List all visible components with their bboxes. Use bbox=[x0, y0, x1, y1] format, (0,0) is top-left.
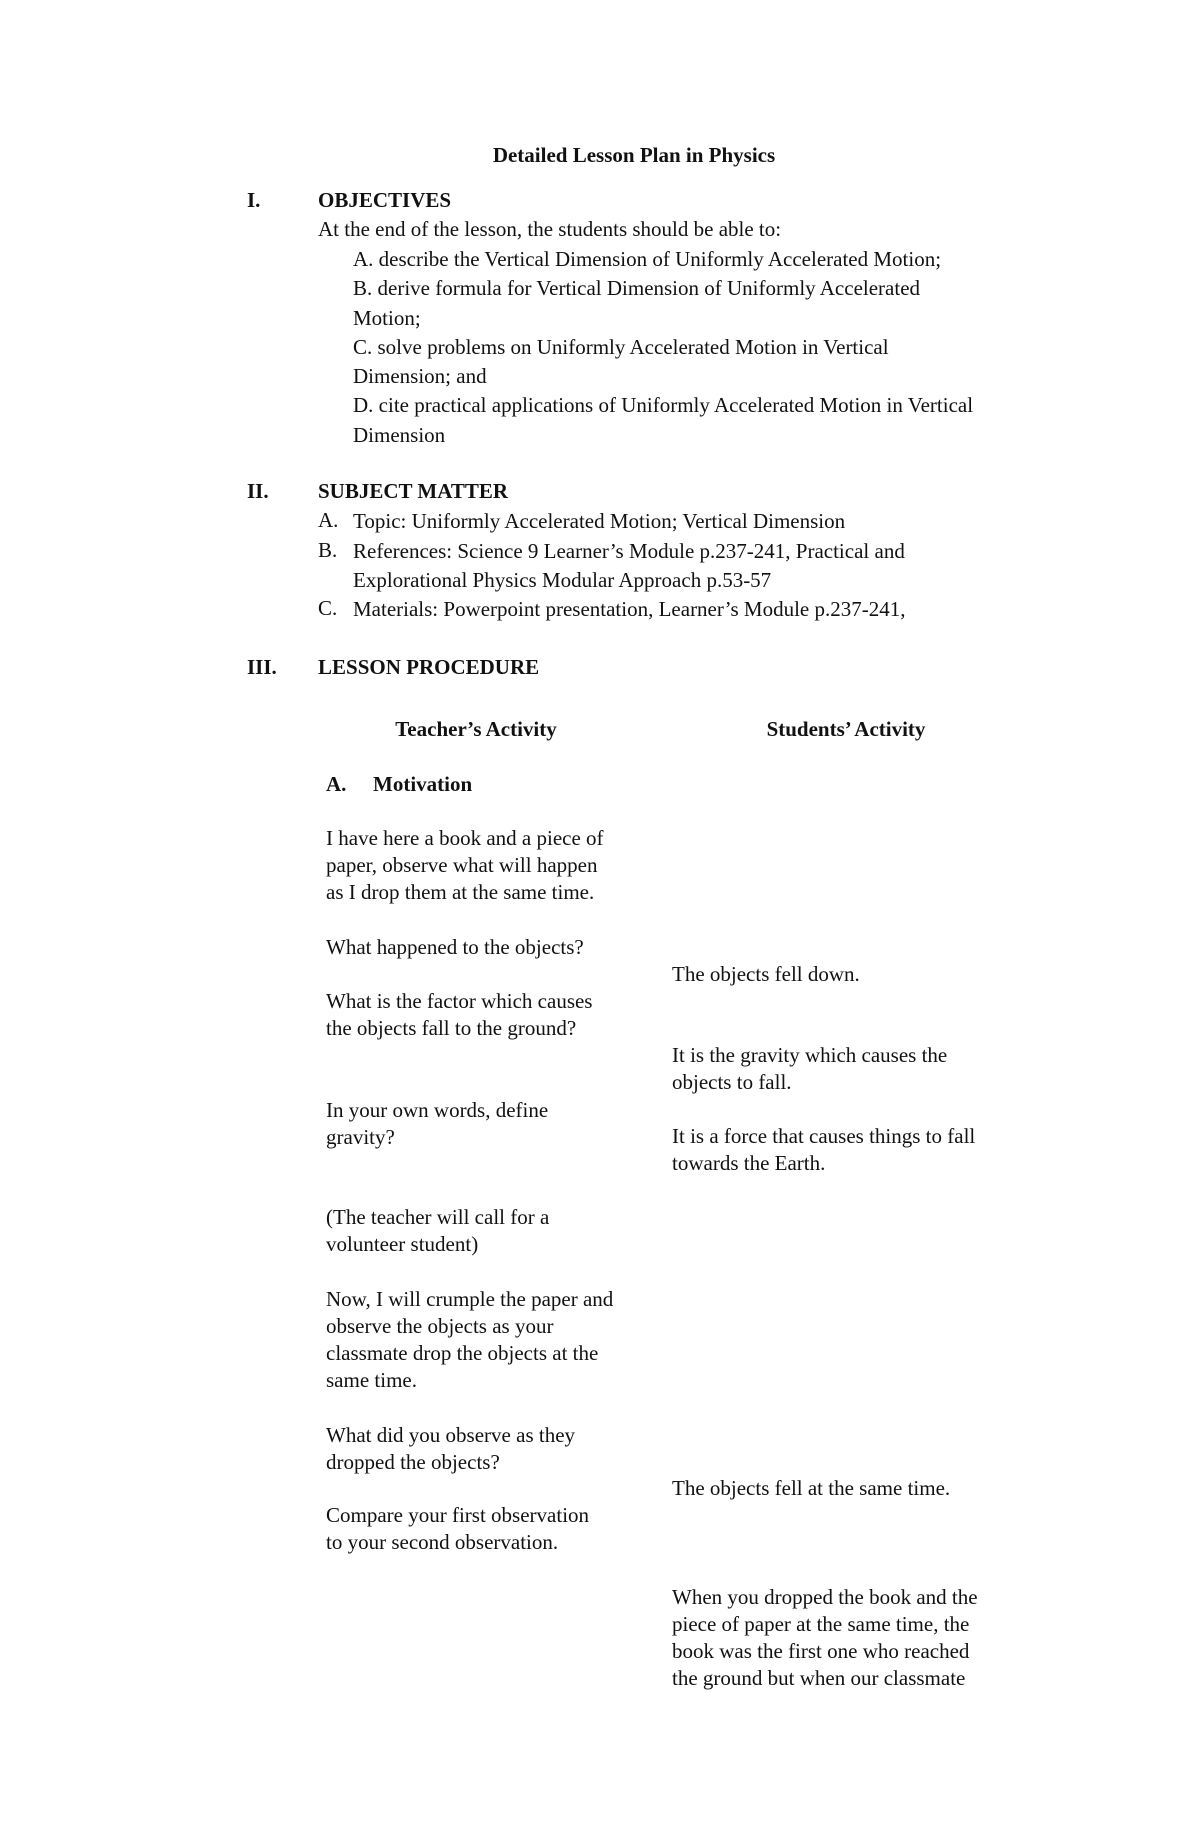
student-paragraph bbox=[672, 1584, 978, 1692]
student-paragraph bbox=[672, 1475, 950, 1502]
student-line: The objects fell at the same time. bbox=[672, 1476, 951, 1500]
student-line: The objects fell down. bbox=[672, 962, 860, 986]
student-line: the ground but when our classmate bbox=[672, 1666, 966, 1690]
teacher-paragraph bbox=[326, 934, 584, 961]
objective-line: Motion; bbox=[353, 305, 421, 330]
teacher-line: What did you observe as they bbox=[326, 1423, 576, 1447]
objective-line: C. solve problems on Uniformly Accelerated Motion in Vertical bbox=[353, 334, 889, 359]
item-letter: C. bbox=[318, 596, 338, 620]
subject-matter-numeral: II. bbox=[247, 479, 269, 503]
teacher-line: Now, I will crumple the paper and bbox=[326, 1287, 614, 1311]
objective-line: Dimension bbox=[353, 422, 446, 447]
teacher-line: as I drop them at the same time. bbox=[326, 880, 595, 904]
subject-line: References: Science 9 Learner’s Module p.237-241, Practical and bbox=[353, 539, 905, 563]
teacher-line: (The teacher will call for a bbox=[326, 1205, 550, 1229]
objectives-numeral: I. bbox=[247, 188, 261, 212]
objective-line: Dimension; and bbox=[353, 364, 487, 389]
objectives-heading: OBJECTIVES bbox=[318, 188, 452, 212]
teacher-line: same time. bbox=[326, 1368, 417, 1392]
teacher-line: Compare your first observation bbox=[326, 1503, 590, 1527]
teacher-line: In your own words, define bbox=[326, 1098, 549, 1122]
teacher-paragraph bbox=[326, 825, 604, 906]
section-title-motivation: Motivation bbox=[373, 772, 473, 796]
teacher-line: What happened to the objects? bbox=[326, 935, 584, 959]
teacher-paragraph bbox=[326, 1204, 549, 1258]
student-line: When you dropped the book and the bbox=[672, 1585, 978, 1609]
objective-line: A. describe the Vertical Dimension of Uniformly Accelerated Motion; bbox=[353, 247, 942, 271]
subject-line: Topic: Uniformly Accelerated Motion; Vertical Dimension bbox=[353, 509, 846, 533]
student-line: piece of paper at the same time, the bbox=[672, 1612, 970, 1636]
student-line: It is a force that causes things to fall bbox=[672, 1124, 976, 1148]
student-line: It is the gravity which causes the bbox=[672, 1043, 948, 1067]
subject-matter-heading: SUBJECT MATTER bbox=[318, 479, 509, 503]
student-paragraph bbox=[672, 1123, 975, 1177]
objective-line: D. cite practical applications of Uniformly Accelerated Motion in Vertical bbox=[353, 393, 974, 418]
teacher-line: to your second observation. bbox=[326, 1530, 559, 1554]
teacher-line: I have here a book and a piece of bbox=[326, 826, 604, 850]
page-title: Detailed Lesson Plan in Physics bbox=[492, 143, 776, 167]
teacher-line: paper, observe what will happen bbox=[326, 853, 598, 877]
teacher-line: volunteer student) bbox=[326, 1232, 479, 1256]
teacher-line: dropped the objects? bbox=[326, 1450, 500, 1474]
teacher-paragraph bbox=[326, 1502, 589, 1556]
objectives-list bbox=[353, 245, 973, 450]
teacher-line: the objects fall to the ground? bbox=[326, 1016, 577, 1040]
subject-line: Explorational Physics Modular Approach p.53-57 bbox=[353, 568, 772, 593]
students-activity-header: Students’ Activity bbox=[766, 717, 926, 741]
student-line: towards the Earth. bbox=[672, 1151, 826, 1175]
procedure-numeral: III. bbox=[247, 655, 277, 679]
subject-line: Materials: Powerpoint presentation, Learner’s Module p.237-241, bbox=[353, 597, 906, 621]
teacher-paragraph bbox=[326, 1097, 548, 1151]
objective-line: B. derive formula for Vertical Dimension of Uniformly Accelerated bbox=[353, 276, 921, 301]
student-line: objects to fall. bbox=[672, 1070, 792, 1094]
objectives-intro: At the end of the lesson, the students should be able to: bbox=[318, 217, 782, 241]
subject-materials bbox=[353, 595, 905, 624]
teacher-line: observe the objects as your bbox=[326, 1314, 554, 1338]
item-letter: A. bbox=[318, 508, 339, 532]
subject-references bbox=[353, 537, 905, 596]
teacher-paragraph bbox=[326, 1286, 613, 1394]
student-paragraph bbox=[672, 961, 860, 988]
student-line: book was the first one who reached bbox=[672, 1639, 970, 1663]
teacher-line: classmate drop the objects at the bbox=[326, 1341, 599, 1365]
procedure-heading: LESSON PROCEDURE bbox=[318, 655, 540, 679]
section-letter: A. bbox=[326, 772, 347, 796]
teacher-line: What is the factor which causes bbox=[326, 989, 593, 1013]
teacher-paragraph bbox=[326, 988, 592, 1042]
item-letter: B. bbox=[318, 538, 338, 562]
subject-topic bbox=[353, 507, 845, 536]
teacher-line: gravity? bbox=[326, 1125, 395, 1149]
teacher-paragraph bbox=[326, 1422, 575, 1476]
student-paragraph bbox=[672, 1042, 947, 1096]
teacher-activity-header: Teacher’s Activity bbox=[395, 717, 557, 741]
